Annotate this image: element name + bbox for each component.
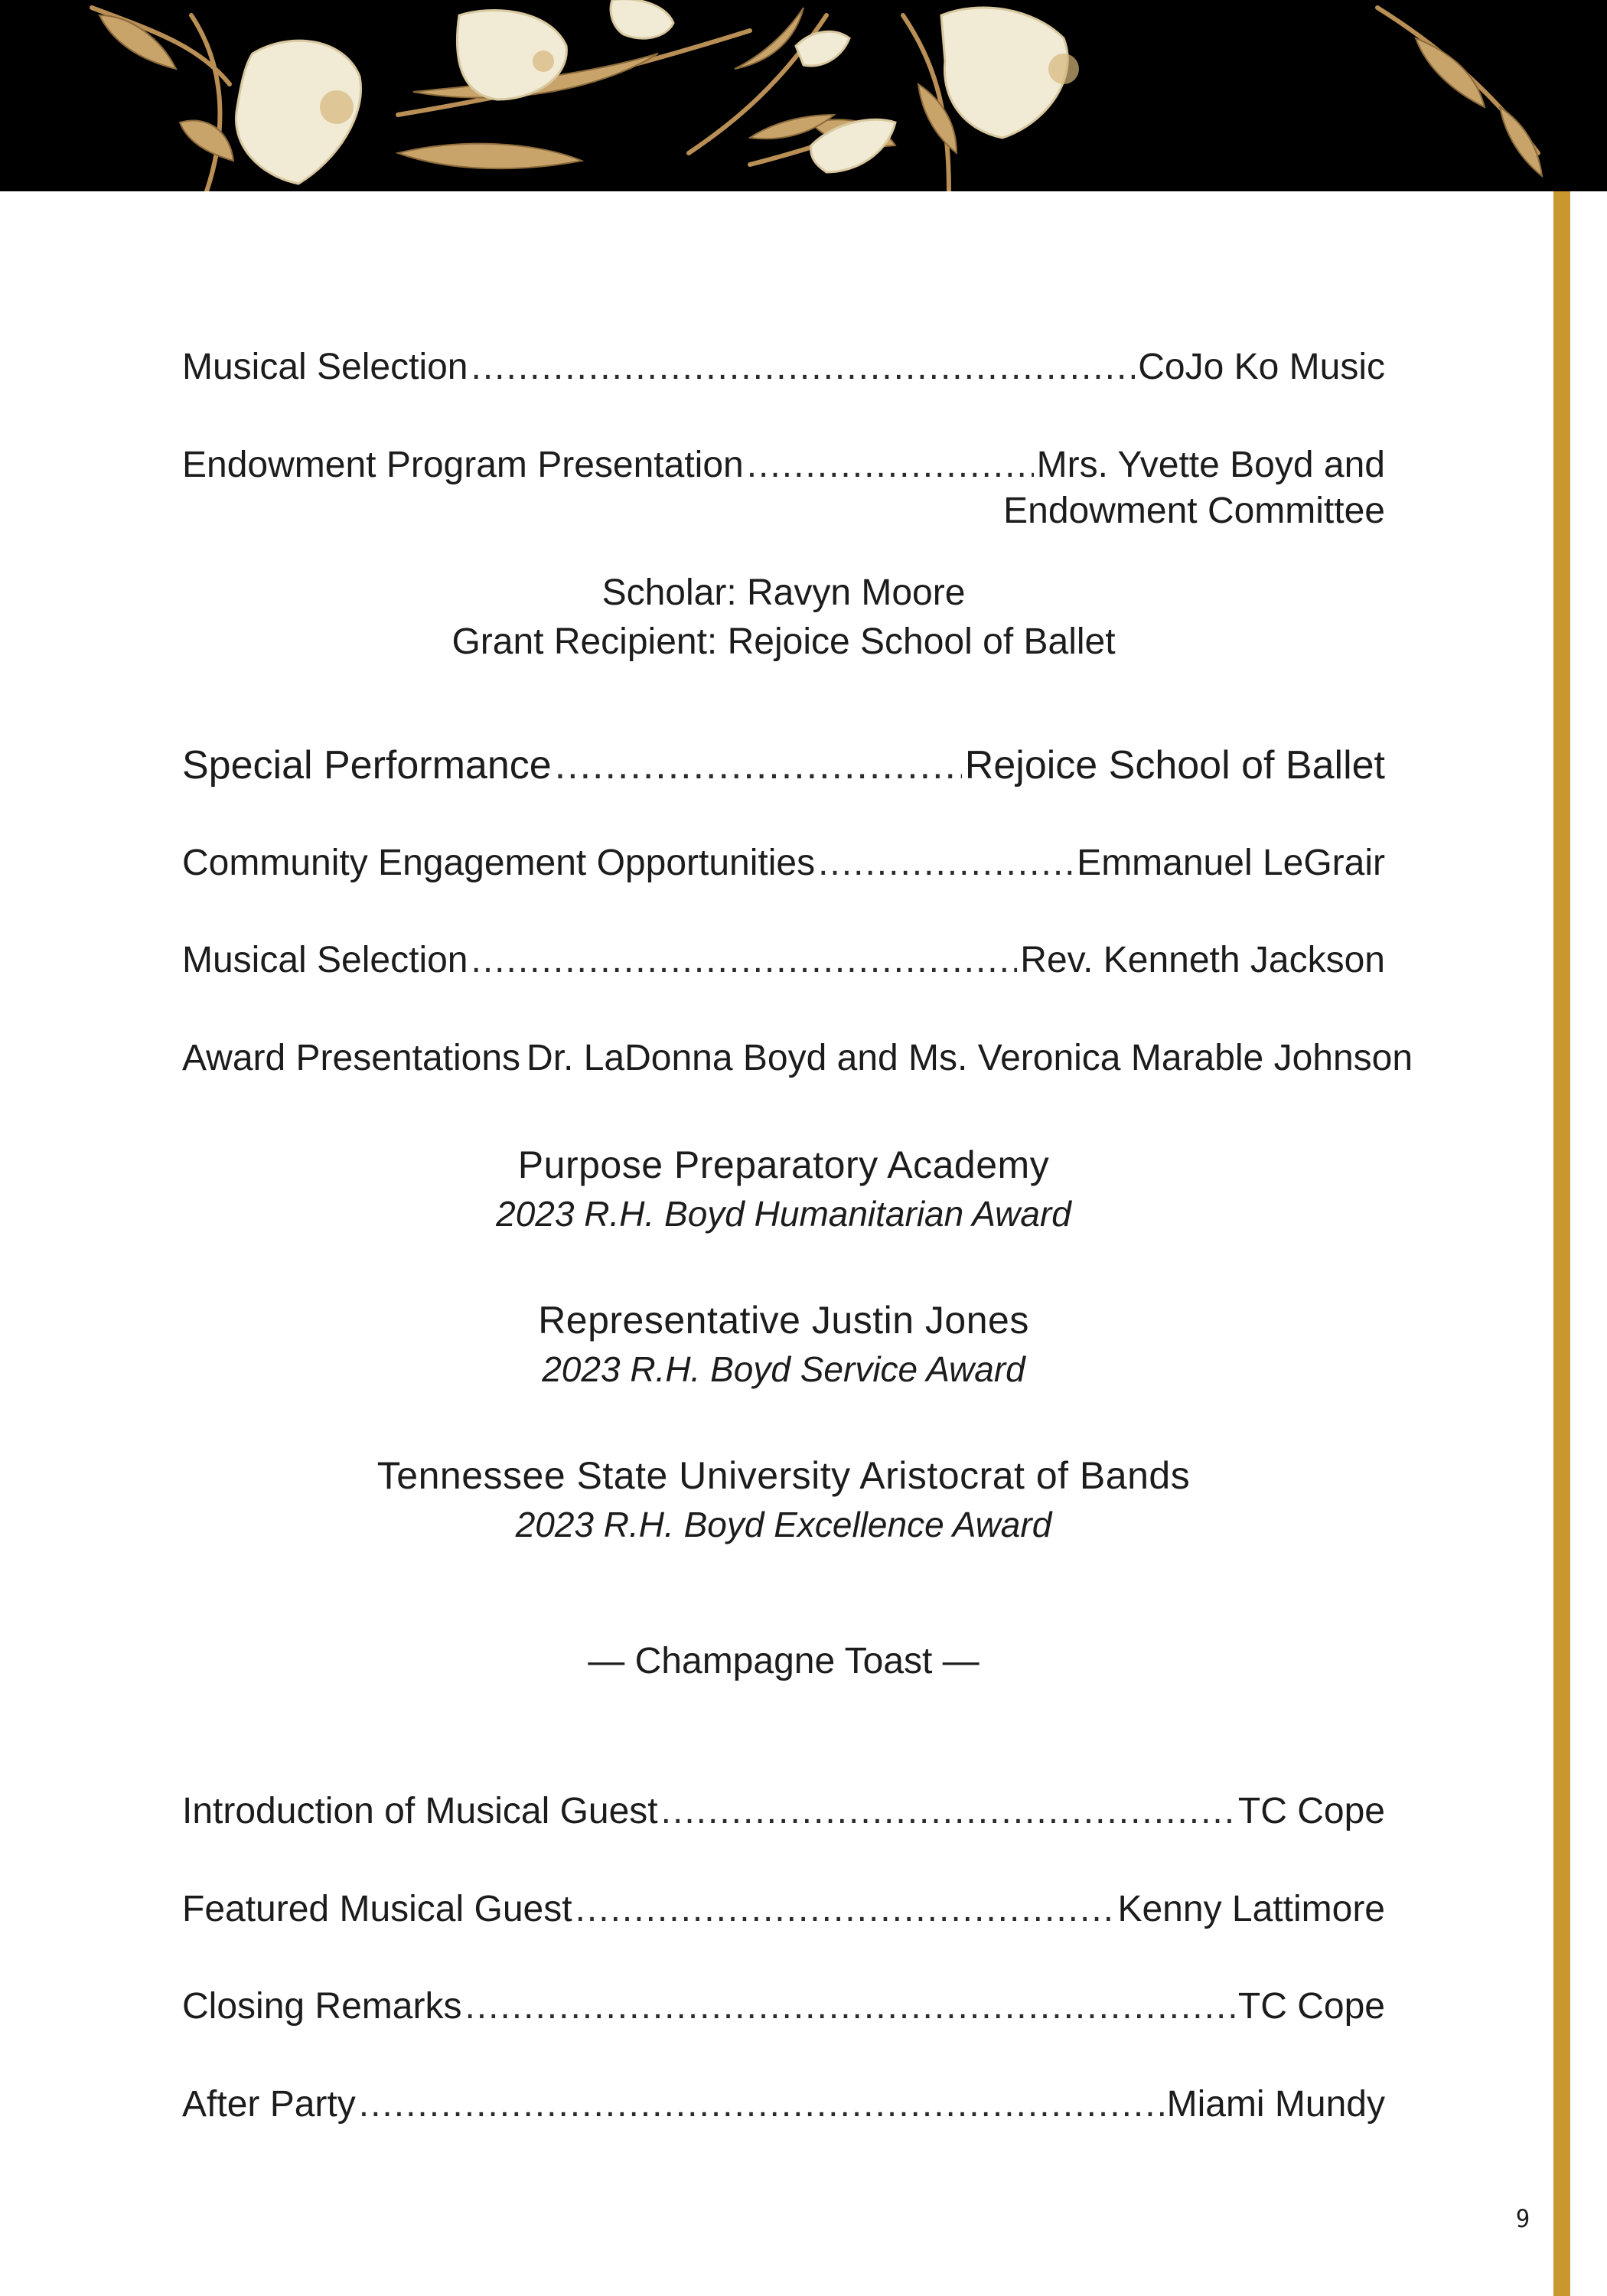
- item-label: After Party: [182, 2084, 356, 2125]
- program-item-community-engagement: [182, 840, 1385, 886]
- item-performer: CoJo Ko Music: [1138, 347, 1385, 387]
- dot-leader: [359, 2082, 1164, 2128]
- honoree-award: 2023 R.H. Boyd Service Award: [542, 1349, 1025, 1389]
- program-item-endowment: [182, 442, 1385, 488]
- honoree-name: Representative Justin Jones: [538, 1299, 1029, 1342]
- item-label: Endowment Program Presentation: [182, 445, 744, 485]
- item-performer: TC Cope: [1237, 1791, 1385, 1831]
- dot-leader: [661, 1789, 1235, 1835]
- gold-side-stripe: [1553, 191, 1570, 2296]
- item-performer: Kenny Lattimore: [1117, 1889, 1385, 1929]
- grant-line: Grant Recipient: Rejoice School of Ballet: [451, 621, 1116, 662]
- honoree-name: Purpose Preparatory Academy: [517, 1143, 1050, 1186]
- item-label: Award Presentations: [182, 1038, 521, 1078]
- floral-illustration: [0, 0, 1607, 191]
- champagne-toast: — Champagne Toast —: [588, 1641, 980, 1681]
- program-item-after-party: [182, 2082, 1385, 2128]
- item-label: Musical Selection: [182, 940, 468, 980]
- item-performer-continuation: Endowment Committee: [1003, 491, 1385, 531]
- item-performer: Dr. LaDonna Boyd and Ms. Veronica Marable Johnson: [526, 1038, 1413, 1078]
- item-performer: Emmanuel LeGrair: [1077, 843, 1385, 883]
- honoree-2: [182, 1296, 1385, 1394]
- item-performer: TC Cope: [1237, 1986, 1385, 2027]
- program-item-closing-remarks: [182, 1984, 1385, 2030]
- dot-leader: [818, 840, 1074, 886]
- item-label: Special Performance: [182, 743, 552, 788]
- program-item-intro-musical-guest: [182, 1789, 1385, 1835]
- item-performer: Mrs. Yvette Boyd and: [1036, 445, 1385, 485]
- program-item-award-presentations: [182, 1035, 1413, 1081]
- floral-header-banner: [0, 0, 1607, 191]
- item-label: Community Engagement Opportunities: [182, 843, 816, 883]
- endowment-details: [182, 569, 1385, 667]
- dot-leader: [471, 344, 1136, 390]
- item-label: Closing Remarks: [182, 1986, 462, 2027]
- program-item-featured-musical-guest: [182, 1887, 1385, 1932]
- honoree-award: 2023 R.H. Boyd Excellence Award: [515, 1505, 1052, 1544]
- page-number: 9: [1515, 2204, 1530, 2233]
- program-item-musical-selection-2: [182, 938, 1385, 983]
- program-item-musical-selection: [182, 344, 1385, 390]
- dot-leader: [575, 1887, 1115, 1932]
- scholar-line: Scholar: Ravyn Moore: [601, 572, 966, 613]
- honoree-3: [182, 1451, 1385, 1549]
- item-performer: Rev. Kenneth Jackson: [1020, 940, 1385, 980]
- item-label: Featured Musical Guest: [182, 1889, 572, 1929]
- dot-leader: [747, 442, 1034, 488]
- dot-leader: [464, 1984, 1234, 2030]
- item-performer: Rejoice School of Ballet: [964, 743, 1385, 788]
- program-item-special-performance: [182, 742, 1385, 788]
- dot-leader: [555, 742, 962, 788]
- honoree-1: [182, 1140, 1385, 1238]
- item-performer: Miami Mundy: [1166, 2084, 1385, 2125]
- item-label: Introduction of Musical Guest: [182, 1791, 658, 1831]
- honoree-name: Tennessee State University Aristocrat of Bands: [376, 1454, 1191, 1497]
- honoree-award: 2023 R.H. Boyd Humanitarian Award: [496, 1194, 1071, 1234]
- dot-leader: [471, 938, 1018, 983]
- item-label: Musical Selection: [182, 347, 468, 387]
